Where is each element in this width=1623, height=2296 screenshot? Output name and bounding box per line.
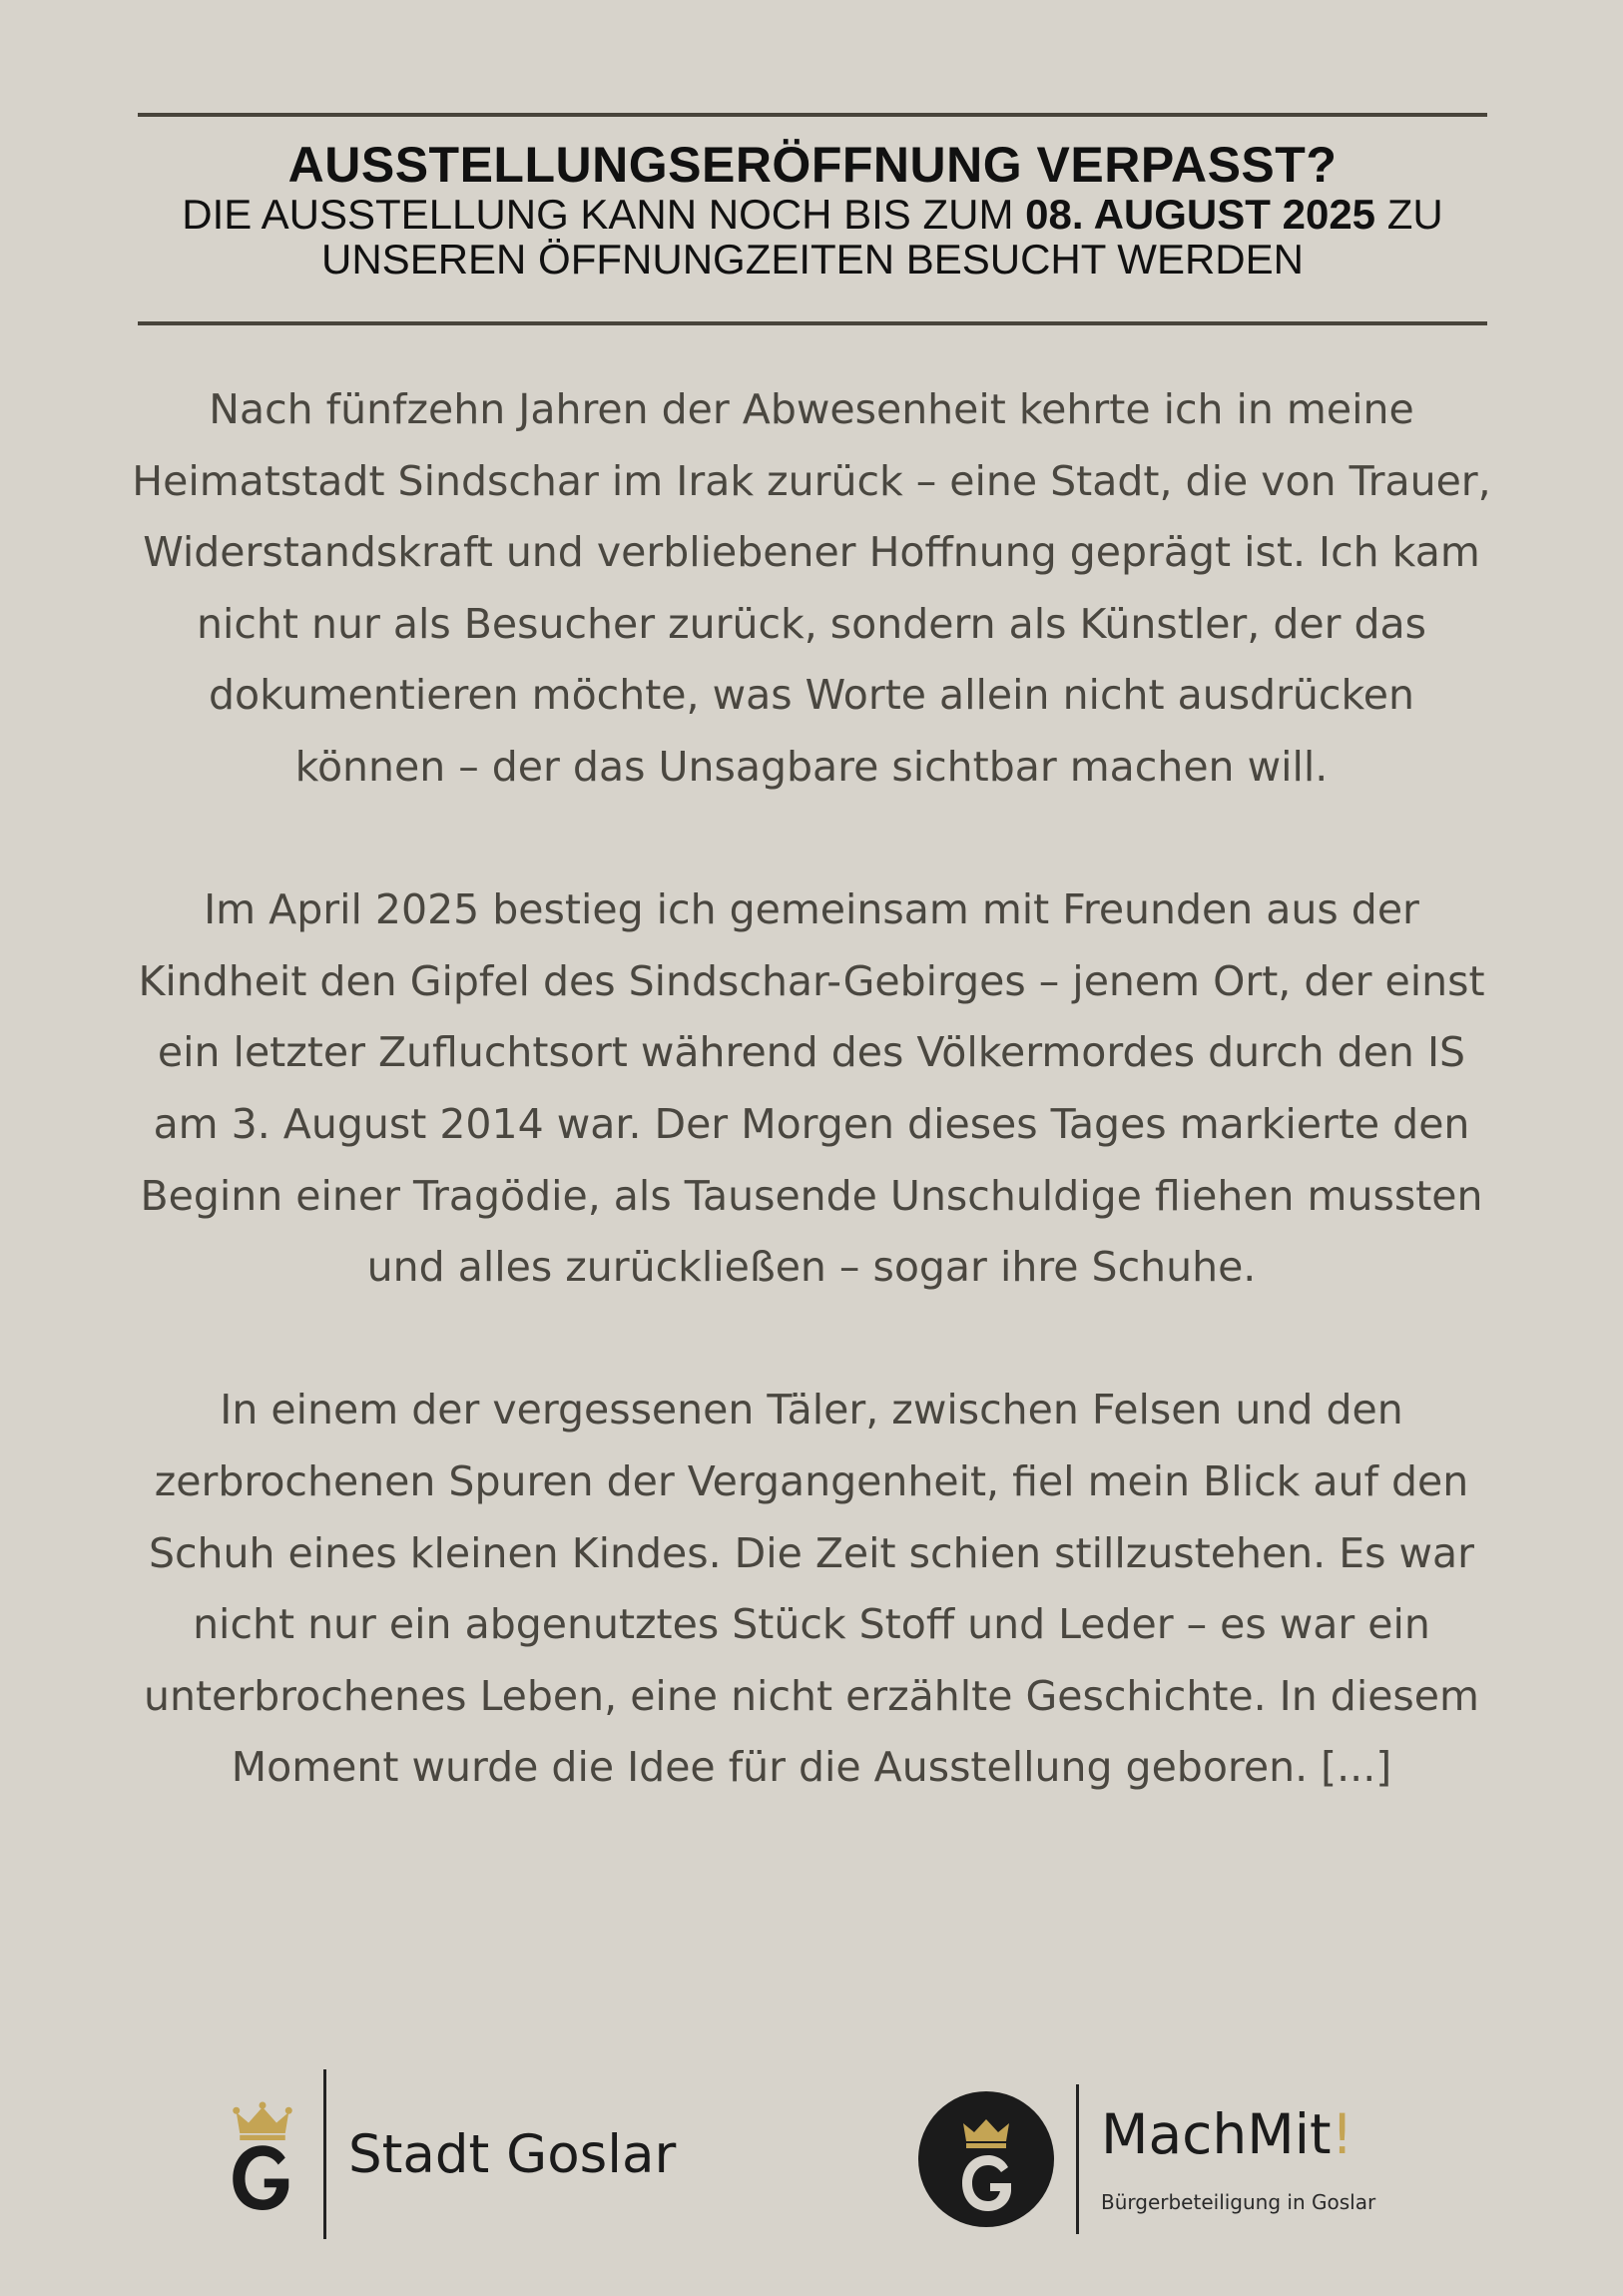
crown-icon bbox=[233, 2102, 292, 2141]
machmit-exclamation: ! bbox=[1331, 2102, 1353, 2166]
goslar-crown-g-icon bbox=[228, 2084, 297, 2224]
top-divider bbox=[138, 113, 1487, 117]
stadt-goslar-label: Stadt Goslar bbox=[348, 2123, 677, 2185]
machmit-title-text: MachMit bbox=[1101, 2102, 1332, 2166]
goslar-g-icon bbox=[233, 2145, 288, 2210]
stadt-goslar-logo bbox=[228, 2068, 676, 2240]
paragraph-1: Nach fünfzehn Jahren der Abwesenheit kehrte ich in meine Heimatstadt Sindschar im Irak zurück – eine Stadt, die von Trauer, Widerstandskraft und verbliebener Hoffnung geprägt ist. Ich kam nicht nur als Besucher zurück, sondern als Künstler, der das dokumentieren möchte, was Worte allein nicht ausdrücken können – der das Unsagbare sichtbar machen will. bbox=[132, 385, 1491, 791]
subheadline-date: 08. AUGUST 2025 bbox=[1025, 191, 1376, 238]
machmit-title bbox=[1101, 2104, 1375, 2164]
machmit-subtitle: Bürgerbeteiligung in Goslar bbox=[1101, 2190, 1376, 2214]
paragraph-3: In einem der vergessenen Täler, zwischen Felsen und den zerbrochenen Spuren der Vergangenheit, fiel mein Blick auf den Schuh eines kleinen Kindes. Die Zeit schien stillzustehen. Es war nicht nur ein abgenutztes Stück Stoff und Leder – es war ein unterbrochenes Leben, eine nicht erzählte Geschichte. In diesem Moment wurde die Idee für die Ausstellung geboren. [...] bbox=[144, 1386, 1479, 1792]
subheadline-part2: ZU UNSEREN ÖFFNUNGZEITEN BESUCHT WERDEN bbox=[321, 191, 1443, 283]
logo-divider bbox=[1076, 2084, 1079, 2234]
machmit-wordmark bbox=[1101, 2104, 1375, 2214]
subheadline bbox=[138, 192, 1487, 282]
headline: AUSSTELLUNGSERÖFFNUNG VERPASST? bbox=[287, 137, 1338, 193]
subheadline-part1: DIE AUSSTELLUNG KANN NOCH BIS ZUM bbox=[182, 191, 1026, 238]
machmit-logo bbox=[916, 2078, 1375, 2240]
machmit-badge-icon bbox=[916, 2089, 1056, 2229]
logo-divider bbox=[323, 2069, 326, 2239]
paragraph-2: Im April 2025 bestieg ich gemeinsam mit Freunden aus der Kindheit den Gipfel des Sindschar-Gebirges – jenem Ort, der einst ein letzter Zufluchtsort während des Völkermordes durch den IS am 3. August 2014 war. Der Morgen dieses Tages markierte den Beginn einer Tragödie, als Tausende Unschuldige fliehen mussten und alles zurückließen – sogar ihre Schuhe. bbox=[138, 885, 1485, 1292]
body-text bbox=[130, 374, 1493, 1804]
bottom-divider bbox=[138, 321, 1487, 325]
header bbox=[138, 138, 1487, 282]
